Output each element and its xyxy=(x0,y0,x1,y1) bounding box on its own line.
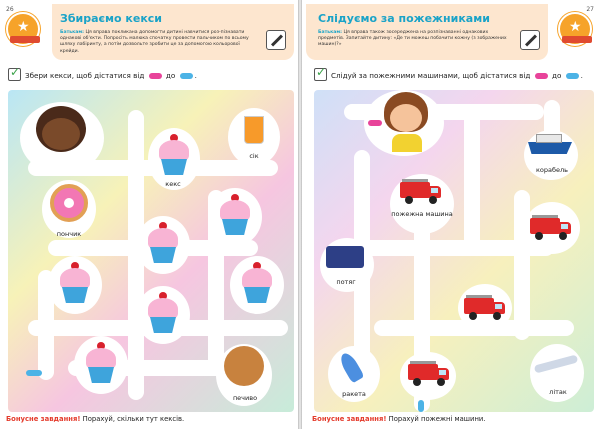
page-title: Збираємо кекси xyxy=(60,12,163,25)
girl-face xyxy=(42,118,80,150)
rocket-label: ракета xyxy=(342,390,366,398)
cupcake-icon xyxy=(238,262,276,304)
cupcake-icon xyxy=(82,342,120,384)
note-label: Батькам: xyxy=(318,30,342,35)
instruction-mid: до xyxy=(551,71,562,80)
instruction xyxy=(331,71,583,80)
instruction-prefix: Збери кекси, щоб дістатися від xyxy=(25,71,145,80)
bonus-task xyxy=(6,415,184,423)
cupcake-icon xyxy=(56,262,94,304)
juice-icon xyxy=(244,116,264,144)
parent-note xyxy=(318,30,508,49)
cupcake-maze xyxy=(8,90,294,412)
fire-truck-icon xyxy=(408,360,450,386)
pencil-icon xyxy=(520,30,540,50)
note-text: Ця вправа також зосереджена на розпізнаванні однакових предметів. Запитайте дитину: «Де ти можеш побачити кожну (з зображених машин)?» xyxy=(318,30,507,48)
boy-face xyxy=(390,104,422,132)
train-icon xyxy=(326,246,364,268)
instruction-mid: до xyxy=(165,71,176,80)
fire-truck-icon xyxy=(464,294,506,320)
maze-path xyxy=(514,190,530,340)
ship-cabin xyxy=(536,134,562,143)
fire-truck-icon xyxy=(400,178,442,204)
note-label: Батькам: xyxy=(60,30,84,35)
bonus-label: Бонусне завдання! xyxy=(312,415,387,423)
cupcake-icon xyxy=(216,194,254,236)
note-text: Ця вправа покликана допомогти дитині навчитися роз-пізнавати однакові об'єкти. Попросіть малюка спочатку провести пальчиком по всьому шляху лабіринту, а потім дозвольте зробити це за допомогою кольорової крейди. xyxy=(60,30,249,54)
pencil-icon xyxy=(266,30,286,50)
ship-label: корабель xyxy=(535,166,568,174)
cupcake-icon xyxy=(144,222,182,264)
right-page xyxy=(302,0,600,429)
page-title: Слідуємо за пожежниками xyxy=(318,12,490,25)
page-number: 26 xyxy=(6,6,14,13)
left-page xyxy=(0,0,298,429)
end-arrow-icon xyxy=(418,400,424,412)
bonus-text: Порахуй, скільки тут кексів. xyxy=(82,415,185,423)
instruction xyxy=(25,71,197,80)
start-arrow-icon xyxy=(368,120,382,126)
cookie-icon xyxy=(224,346,264,386)
bonus-label: Бонусне завдання! xyxy=(6,415,81,423)
cookie-label: печиво xyxy=(232,394,258,402)
fire-truck-label: пожежна машина xyxy=(391,210,453,218)
star-badge-icon: ★ xyxy=(558,12,592,46)
bonus-task xyxy=(312,415,485,423)
checkbox-icon[interactable]: ✓ xyxy=(316,65,327,79)
boy-shirt xyxy=(392,134,422,152)
donut-hole xyxy=(64,198,74,208)
train-label: потяг xyxy=(336,278,356,286)
cupcake-icon xyxy=(155,134,193,176)
donut-label: пончик xyxy=(56,230,82,238)
bonus-text: Порахуй пожежні машини. xyxy=(388,415,486,423)
end-arrow-icon xyxy=(26,370,42,376)
page-number: 27 xyxy=(586,6,594,13)
cupcake-label: кекс xyxy=(165,180,181,188)
fire-truck-maze xyxy=(314,90,594,412)
juice-label: сік xyxy=(249,152,259,160)
ship-icon xyxy=(528,142,572,154)
pink-arrow-icon xyxy=(149,73,162,79)
maze-path xyxy=(464,104,480,254)
instruction-prefix: Слідуй за пожежними машинами, щоб дістатися від xyxy=(331,71,531,80)
checkbox-icon[interactable]: ✓ xyxy=(10,65,21,79)
blue-arrow-icon xyxy=(180,73,193,79)
parent-note xyxy=(60,30,258,55)
plane-label: літак xyxy=(549,388,567,396)
star-badge-icon: ★ xyxy=(6,12,40,46)
pink-arrow-icon xyxy=(535,73,548,79)
cupcake-icon xyxy=(144,292,182,334)
fire-truck-icon xyxy=(530,214,572,240)
blue-arrow-icon xyxy=(566,73,579,79)
instruction-end: . xyxy=(580,71,583,80)
instruction-end: . xyxy=(194,71,197,80)
